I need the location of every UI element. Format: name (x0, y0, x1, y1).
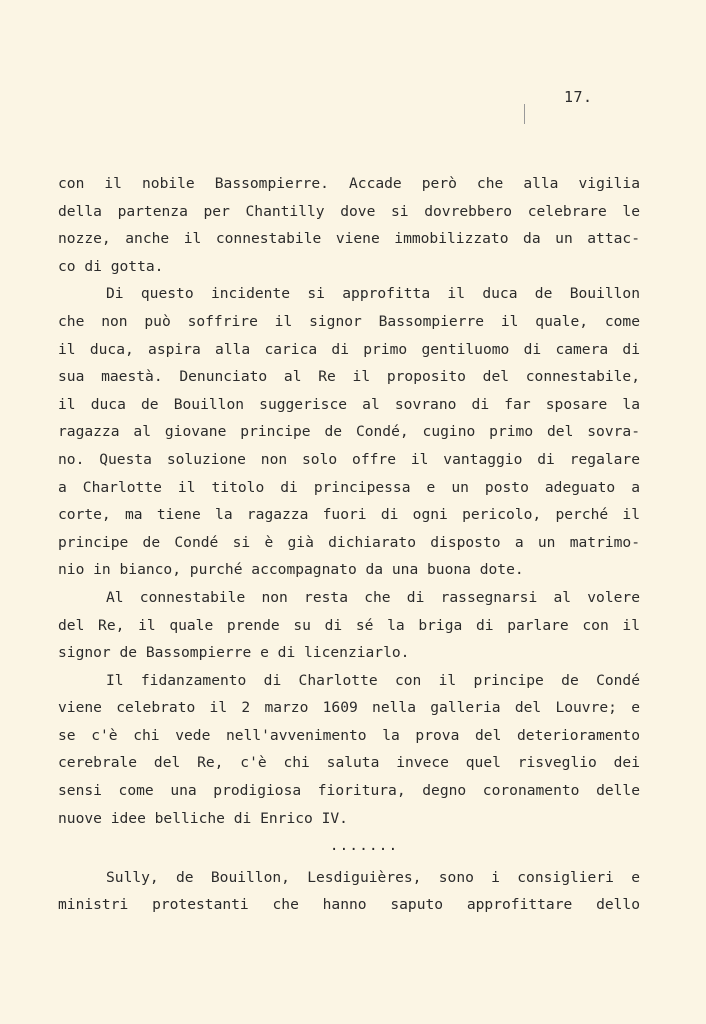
text-line: con il nobile Bassompierre. Accade però che alla vigilia (58, 175, 640, 192)
paragraph-2 (58, 280, 640, 584)
text-line: Di questo incidente si approfitta il duca de Bouillon (106, 285, 640, 303)
text-line: nozze, anche il connestabile viene immobilizzato da un attac- (58, 230, 640, 248)
text-line: signor de Bassompierre e di licenziarlo. (58, 644, 410, 662)
margin-mark (524, 104, 525, 124)
body-text (58, 170, 640, 919)
text-line: cerebrale del Re, c'è chi saluta invece quel risveglio dei (58, 754, 640, 772)
text-line: Il fidanzamento di Charlotte con il principe de Condé (106, 671, 640, 689)
text-line: se c'è chi vede nell'avvenimento la prova del deterioramento (58, 726, 640, 744)
text-line: il duca, aspira alla carica di primo gentiluomo di camera di (58, 340, 640, 358)
paragraph-4 (58, 667, 640, 833)
text-line: co di gotta. (58, 257, 164, 275)
paragraph-3 (58, 584, 640, 667)
text-line: Sully, de Bouillon, Lesdiguières, sono i consiglieri e (106, 868, 640, 886)
text-line: del Re, il quale prende su di sé la briga di parlare con il (58, 616, 640, 634)
paragraph-1 (58, 170, 640, 280)
text-line: a Charlotte il titolo di principessa e un posto adeguato a (58, 478, 640, 496)
text-line: Al connestabile non resta che di rassegnarsi al volere (106, 588, 640, 606)
text-line: corte, ma tiene la ragazza fuori di ogni pericolo, perché il (58, 506, 640, 524)
text-line: nuove idee belliche di Enrico IV. (58, 809, 348, 827)
text-line: sensi come una prodigiosa fioritura, degno coronamento delle (58, 782, 640, 800)
paragraph-5 (58, 864, 640, 919)
text-line: principe de Condé si è già dichiarato disposto a un matrimo- (58, 533, 640, 551)
text-line: ministri protestanti che hanno saputo approfittare dello (58, 896, 640, 914)
text-line: della partenza per Chantilly dove si dovrebbero celebrare le (58, 202, 640, 220)
section-separator: ....... (329, 837, 399, 855)
text-line: che non può soffrire il signor Bassompierre il quale, come (58, 312, 640, 330)
text-line: sua maestà. Denunciato al Re il proposito del connestabile, (58, 368, 640, 386)
text-line: no. Questa soluzione non solo offre il vantaggio di regalare (58, 450, 640, 468)
text-line: il duca de Bouillon suggerisce al sovrano di far sposare la (58, 395, 640, 413)
text-line: ragazza al giovane principe de Condé, cugino primo del sovra- (58, 423, 640, 441)
text-line: viene celebrato il 2 marzo 1609 nella galleria del Louvre; e (58, 699, 640, 717)
page-number: 17. (564, 88, 593, 106)
text-line: nio in bianco, purché accompagnato da una buona dote. (58, 561, 524, 579)
